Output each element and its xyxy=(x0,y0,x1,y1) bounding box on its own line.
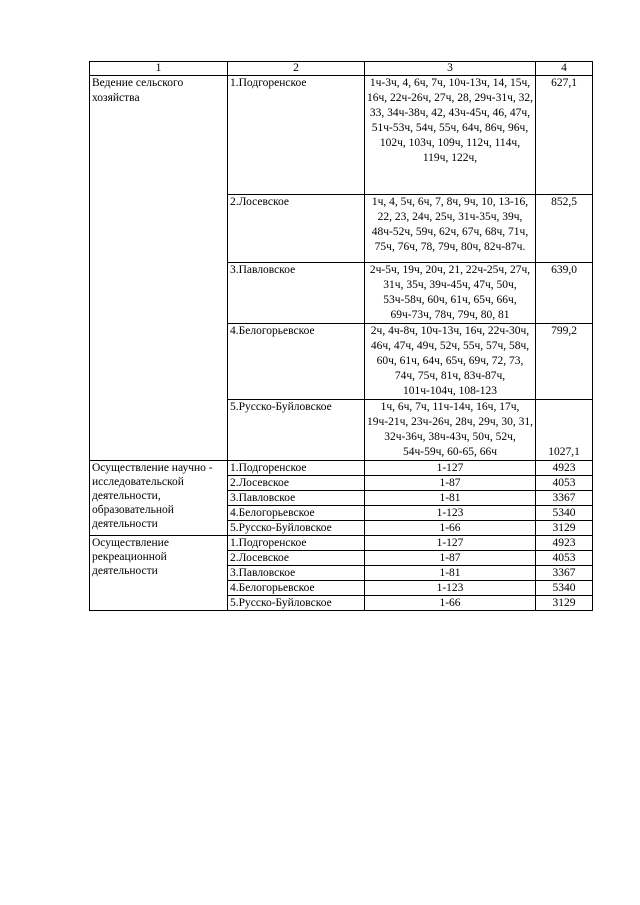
area-cell: 639,0 xyxy=(536,263,593,324)
plots-cell: 1ч, 4, 5ч, 6ч, 7, 8ч, 9ч, 10, 13-16, 22, 23, 24ч, 25ч, 31ч-35ч, 39ч, 48ч-52ч, 59ч, 62ч, 67ч, 68ч, 71ч, 75ч, 76ч, 78, 79ч, 80ч, 82ч-87ч. xyxy=(365,195,536,263)
activity-cell: Осуществление рекреационной деятельности xyxy=(90,536,228,611)
activity-cell: Осуществление научно - исследовательской деятельности, образовательной деятельности xyxy=(90,461,228,536)
plots-cell: 2ч, 4ч-8ч, 10ч-13ч, 16ч, 22ч-30ч, 46ч, 47ч, 49ч, 52ч, 55ч, 57ч, 58ч, 60ч, 61ч, 64ч, 65ч, 69ч, 72, 73, 74ч, 75ч, 81ч, 83ч-87ч, 101ч-104ч, 108-123 xyxy=(365,324,536,400)
area-cell: 4923 xyxy=(536,461,593,476)
area-cell: 4053 xyxy=(536,551,593,566)
area-cell: 4923 xyxy=(536,536,593,551)
column-header-3: 3 xyxy=(365,62,536,76)
area-cell: 3129 xyxy=(536,521,593,536)
area-cell: 5340 xyxy=(536,506,593,521)
area-cell: 1027,1 xyxy=(536,400,593,461)
plots-cell: 1-66 xyxy=(365,521,536,536)
settlement-cell: 3.Павловское xyxy=(228,263,365,324)
plots-cell: 1ч, 6ч, 7ч, 11ч-14ч, 16ч, 17ч, 19ч-21ч, 23ч-26ч, 28ч, 29ч, 30, 31, 32ч-36ч, 38ч-43ч, 50ч, 52ч, 54ч-59ч, 60-65, 66ч xyxy=(365,400,536,461)
settlement-cell: 5.Русско-Буйловское xyxy=(228,596,365,611)
settlement-cell: 1.Подгоренское xyxy=(228,461,365,476)
area-cell: 3367 xyxy=(536,491,593,506)
plots-cell: 1-127 xyxy=(365,461,536,476)
settlement-cell: 5.Русско-Буйловское xyxy=(228,400,365,461)
plots-cell: 1ч-3ч, 4, 6ч, 7ч, 10ч-13ч, 14, 15ч, 16ч, 22ч-26ч, 27ч, 28, 29ч-31ч, 32, 33, 34ч-38ч, 42, 43ч-45ч, 46, 47ч, 51ч-53ч, 54ч, 55ч, 64ч, 86ч, 96ч, 102ч, 103ч, 109ч, 112ч, 114ч, 119ч, 122ч, xyxy=(365,76,536,195)
table-row xyxy=(90,461,593,476)
settlement-cell: 4.Белогорьевское xyxy=(228,581,365,596)
column-header-4: 4 xyxy=(536,62,593,76)
plots-cell: 1-123 xyxy=(365,506,536,521)
plots-cell: 1-87 xyxy=(365,476,536,491)
plots-cell: 1-66 xyxy=(365,596,536,611)
plots-cell: 1-123 xyxy=(365,581,536,596)
table-row xyxy=(90,76,593,195)
settlement-cell: 1.Подгоренское xyxy=(228,76,365,195)
plots-cell: 1-81 xyxy=(365,566,536,581)
activity-cell: Ведение сельского хозяйства xyxy=(90,76,228,461)
settlement-cell: 3.Павловское xyxy=(228,566,365,581)
area-cell: 4053 xyxy=(536,476,593,491)
land-use-table xyxy=(89,61,593,611)
area-cell: 799,2 xyxy=(536,324,593,400)
settlement-cell: 2.Лосевское xyxy=(228,195,365,263)
area-cell: 5340 xyxy=(536,581,593,596)
settlement-cell: 1.Подгоренское xyxy=(228,536,365,551)
area-cell: 852,5 xyxy=(536,195,593,263)
column-header-1: 1 xyxy=(90,62,228,76)
settlement-cell: 2.Лосевское xyxy=(228,551,365,566)
settlement-cell: 5.Русско-Буйловское xyxy=(228,521,365,536)
plots-cell: 2ч-5ч, 19ч, 20ч, 21, 22ч-25ч, 27ч, 31ч, 35ч, 39ч-45ч, 47ч, 50ч, 53ч-58ч, 60ч, 61ч, 65ч, 66ч, 69ч-73ч, 78ч, 79ч, 80, 81 xyxy=(365,263,536,324)
table-row xyxy=(90,536,593,551)
area-cell: 627,1 xyxy=(536,76,593,195)
settlement-cell: 2.Лосевское xyxy=(228,476,365,491)
settlement-cell: 4.Белогорьевское xyxy=(228,324,365,400)
column-header-2: 2 xyxy=(228,62,365,76)
table-header-row xyxy=(90,62,593,76)
plots-cell: 1-127 xyxy=(365,536,536,551)
plots-cell: 1-81 xyxy=(365,491,536,506)
area-cell: 3129 xyxy=(536,596,593,611)
settlement-cell: 3.Павловское xyxy=(228,491,365,506)
settlement-cell: 4.Белогорьевское xyxy=(228,506,365,521)
plots-cell: 1-87 xyxy=(365,551,536,566)
area-cell: 3367 xyxy=(536,566,593,581)
